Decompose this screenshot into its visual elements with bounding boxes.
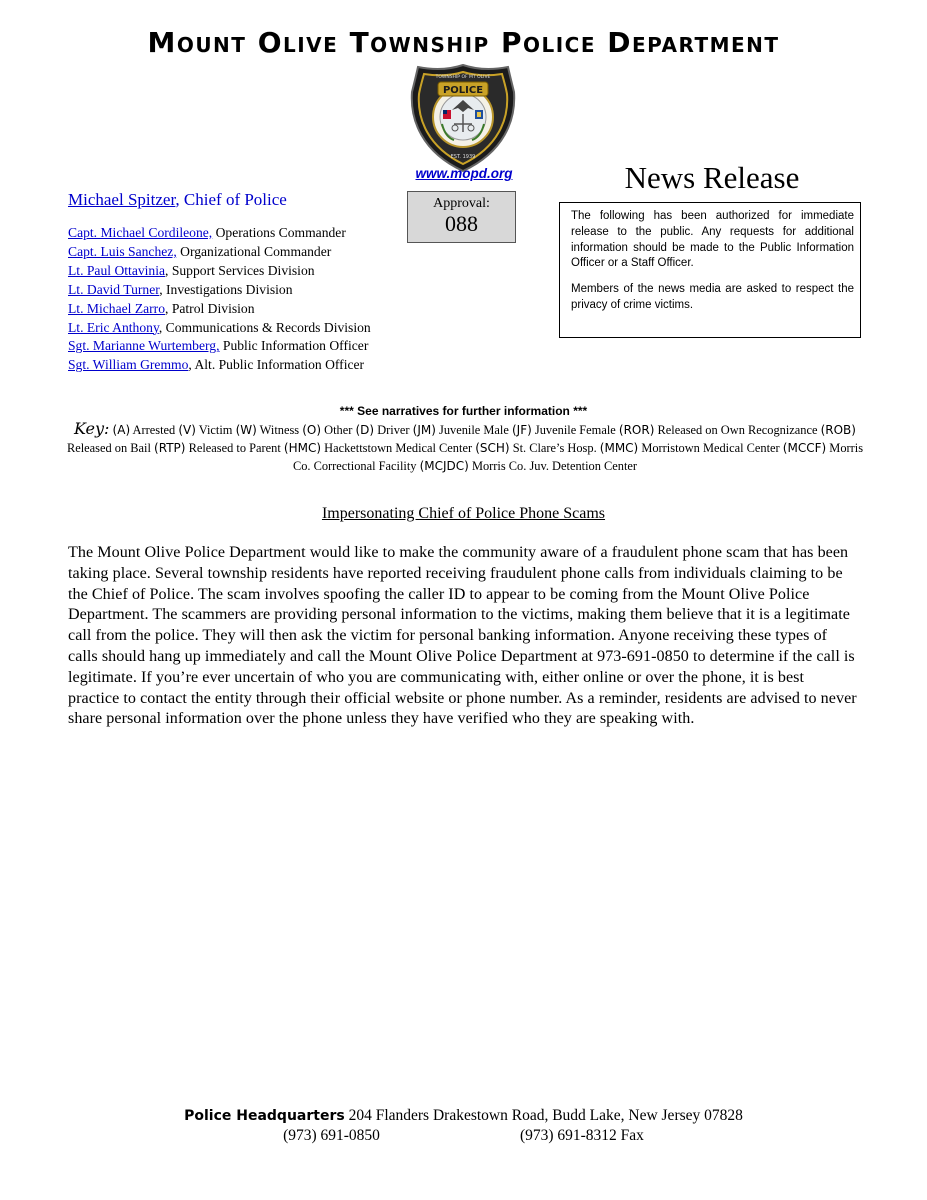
staff-name-link[interactable]: Capt. Luis Sanchez, xyxy=(68,243,177,259)
police-badge-logo xyxy=(408,62,518,174)
staff-role: , Alt. Public Information Officer xyxy=(188,357,365,373)
staff-list xyxy=(68,224,371,375)
staff-row xyxy=(68,224,371,243)
story-body: The Mount Olive Police Department would like to make the community aware of a fraudulent phone scam that has been taking place. Several township residents have reported receiving fraudulent phone calls from individuals claiming to be the Chief of Police. The scam involves spoofing the caller ID to appear to be coming from the Mount Olive Police Department. The scammers are providing personal information to the victims, making them believe that it is a legitimate call from the police. They will then ask the victim for personal banking information. Anyone receiving these types of calls should hang up immediately and call the Mount Olive Police Department at 973-691-0850 to determine if the call is legitimate. If you’re ever uncertain of who you are communicating with, either online or over the phone, it is best practice to contact the entity through their official website or phone number. As a reminder, residents are advised to never share personal information over the phone unless they have verified who they are speaking with. xyxy=(68,544,857,728)
chief-of-police xyxy=(68,190,287,210)
fax-number: (973) 691-8312 Fax xyxy=(519,1127,644,1144)
key-code: (RTP) xyxy=(154,440,186,455)
staff-row xyxy=(68,300,371,319)
hq-label: Police Headquarters xyxy=(184,1108,345,1124)
key-description: Morristown Medical Center xyxy=(641,440,780,455)
key-code: (D) xyxy=(355,423,375,437)
hq-address: 204 Flanders Drakestown Road, Budd Lake, New Jersey 07828 xyxy=(344,1107,743,1124)
staff-name-link[interactable]: Capt. Michael Cordileone, xyxy=(68,225,213,240)
badge-bottom-text: EST. 1939 xyxy=(450,154,476,160)
badge-banner-text: POLICE xyxy=(442,85,484,96)
staff-role: , Support Services Division xyxy=(165,262,315,278)
key-code: (MCCF) xyxy=(782,440,827,455)
approval-label: Approval: xyxy=(433,196,490,211)
staff-role: , Communications & Records Division xyxy=(158,319,371,335)
key-description: Witness xyxy=(259,423,300,437)
key-description: Released to Parent xyxy=(188,440,281,455)
chief-name-link[interactable]: Michael Spitzer xyxy=(68,190,176,209)
approval-box xyxy=(407,191,516,243)
staff-role: Organizational Commander xyxy=(176,243,332,259)
key-description: Morris Co. Juv. Detention Center xyxy=(471,458,638,473)
website-link[interactable]: www.mopd.org xyxy=(415,166,513,181)
key-description: Driver xyxy=(377,423,410,437)
media-privacy-text: Members of the news media are asked to respect the privacy of crime victims. xyxy=(571,283,854,311)
key-code: (MMC) xyxy=(599,440,639,455)
phone-number: (973) 691-0850 xyxy=(283,1127,380,1144)
page-title: Mount Olive Township Police Department xyxy=(147,26,780,59)
staff-row xyxy=(68,319,371,338)
key-description: Hackettstown Medical Center xyxy=(324,440,473,455)
key-code: (MCJDC) xyxy=(419,458,469,473)
release-notice-box xyxy=(559,202,861,338)
approval-number: 088 xyxy=(445,211,478,236)
key-description: Juvenile Female xyxy=(534,423,616,437)
chief-title: , Chief of Police xyxy=(175,190,287,209)
key-code: (ROB) xyxy=(820,423,856,437)
staff-name-link[interactable]: Lt. David Turner xyxy=(68,281,160,297)
key-description: Released on Own Recognizance xyxy=(657,423,818,437)
key-code: (V) xyxy=(178,423,196,437)
news-release-heading: News Release xyxy=(624,160,800,195)
key-code: (HMC) xyxy=(283,440,322,455)
key-code: (ROR) xyxy=(618,423,655,437)
staff-role: , Patrol Division xyxy=(165,300,255,316)
staff-row xyxy=(68,243,371,262)
staff-row xyxy=(68,281,371,300)
key-description: Morris Co. Correctional Facility xyxy=(292,440,864,473)
staff-row xyxy=(68,262,371,281)
key-description: St. Clare’s Hosp. xyxy=(512,440,597,455)
staff-role: Public Information Officer xyxy=(219,338,369,354)
key-code: (W) xyxy=(235,423,257,437)
staff-row xyxy=(68,356,371,375)
staff-name-link[interactable]: Lt. Eric Anthony xyxy=(68,319,159,335)
release-notice-text: The following has been authorized for immediate release to the public. Any requests for additional information should be made to the Public Information Officer or a Staff Officer. xyxy=(571,210,854,270)
staff-name-link[interactable]: Sgt. William Gremmo xyxy=(68,357,189,373)
see-narratives-note: *** See narratives for further information *** xyxy=(339,404,588,418)
staff-name-link[interactable]: Lt. Michael Zarro xyxy=(68,300,166,316)
staff-name-link[interactable]: Sgt. Marianne Wurtemberg, xyxy=(68,338,220,354)
footer-phone-line xyxy=(0,1126,927,1146)
staff-role: , Investigations Division xyxy=(159,281,293,297)
key-description: Juvenile Male xyxy=(439,423,509,437)
staff-name-link[interactable]: Lt. Paul Ottavinia xyxy=(68,262,166,278)
story-title: Impersonating Chief of Police Phone Scams xyxy=(321,505,606,522)
key-description: Victim xyxy=(198,423,233,437)
key-code: (SCH) xyxy=(475,440,510,455)
badge-top-text: TOWNSHIP OF MT OLIVE xyxy=(435,75,491,80)
key-description: Released on Bail xyxy=(66,440,151,455)
key-code: (A) xyxy=(112,423,131,437)
key-code: (JF) xyxy=(511,423,532,437)
key-code: (O) xyxy=(302,423,322,437)
key-description: Arrested xyxy=(132,423,176,437)
key-code: (JM) xyxy=(412,423,436,437)
staff-row xyxy=(68,337,371,356)
footer-address-line xyxy=(0,1106,927,1126)
key-description: Other xyxy=(324,423,353,437)
abbreviation-key xyxy=(60,420,870,475)
key-label: Key: xyxy=(74,419,110,438)
staff-role: Operations Commander xyxy=(212,225,346,240)
police-badge-icon xyxy=(408,62,518,174)
footer xyxy=(0,1106,927,1146)
